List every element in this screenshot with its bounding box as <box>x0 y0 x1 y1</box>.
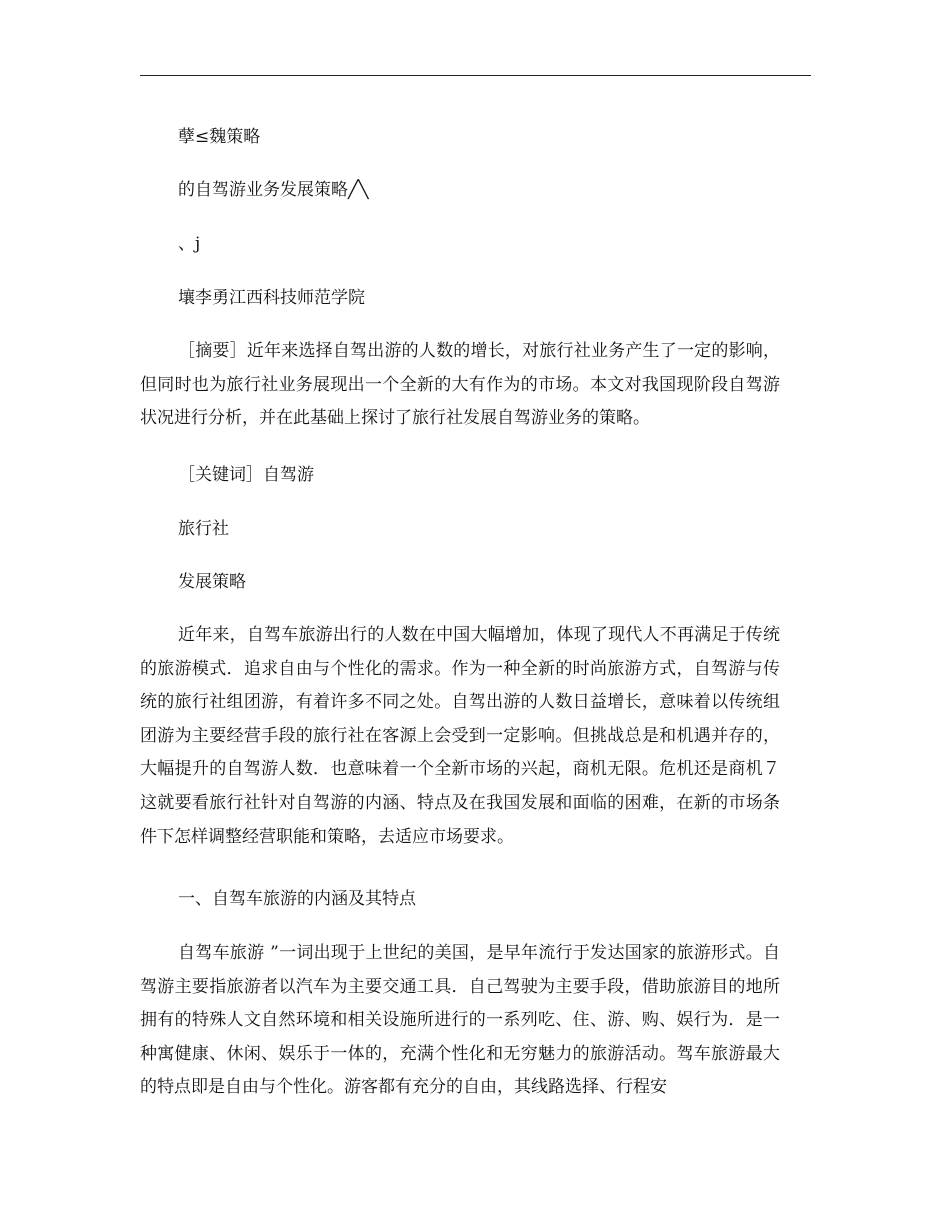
keywords-line: ［关键词］自驾游 <box>178 465 314 485</box>
title-line-3: 、j <box>178 234 201 254</box>
section-1-heading: 一、自驾车旅游的内涵及其特点 <box>178 889 416 909</box>
title-line-2: 的自驾游业务发展策略╱╲ <box>178 180 369 200</box>
title-line-1: 孽≤魏策略 <box>178 127 261 147</box>
section-1-paragraph: 自驾车旅游 ”一词出现于上世纪的美国，是早年流行于发达国家的旅游形式。自驾游主要指旅游者以汽车为主要交通工具．自己驾驶为主要手段，借助旅游目的地所拥有的特殊人文自然环境和相关设施所进行的一系列吃、住、游、购、娱行为．是一种寓健康、休闲、娱乐于一体的，充满个性化和无穷魅力的旅游活动。驾车旅游最大的特点即是自由与个性化。游客都有充分的自由，其线路选择、行程安 <box>140 943 780 1098</box>
keyword-development-strategy: 发展策略 <box>178 572 246 592</box>
header-rule <box>140 75 811 76</box>
author-affiliation: 壤李勇江西科技师范学院 <box>178 288 365 308</box>
intro-paragraph: 近年来，自驾车旅游出行的人数在中国大幅增加，体现了现代人不再满足于传统的旅游模式．追求自由与个性化的需求。作为一种全新的时尚旅游方式，自驾游与传统的旅行社组团游，有着许多不同之处。自驾出游的人数日益增长，意味着以传统组团游为主要经营手段的旅行社在客源上会受到一定影响。但挑战总是和机遇并存的，大幅提升的自驾游人数．也意味着一个全新市场的兴起，商机无限。危机还是商机７这就要看旅行社针对自驾游的内涵、特点及在我国发展和面临的困难，在新的市场条件下怎样调整经营职能和策略，去适应市场要求。 <box>140 625 780 847</box>
abstract-paragraph: ［摘要］近年来选择自驾出游的人数的增长，对旅行社业务产生了一定的影响，但同时也为旅行社业务展现出一个全新的大有作为的市场。本文对我国现阶段自驾游状况进行分析，并在此基础上探讨了旅行社发展自驾游业务的策略。 <box>140 341 780 429</box>
keyword-travel-agency: 旅行社 <box>178 519 229 539</box>
